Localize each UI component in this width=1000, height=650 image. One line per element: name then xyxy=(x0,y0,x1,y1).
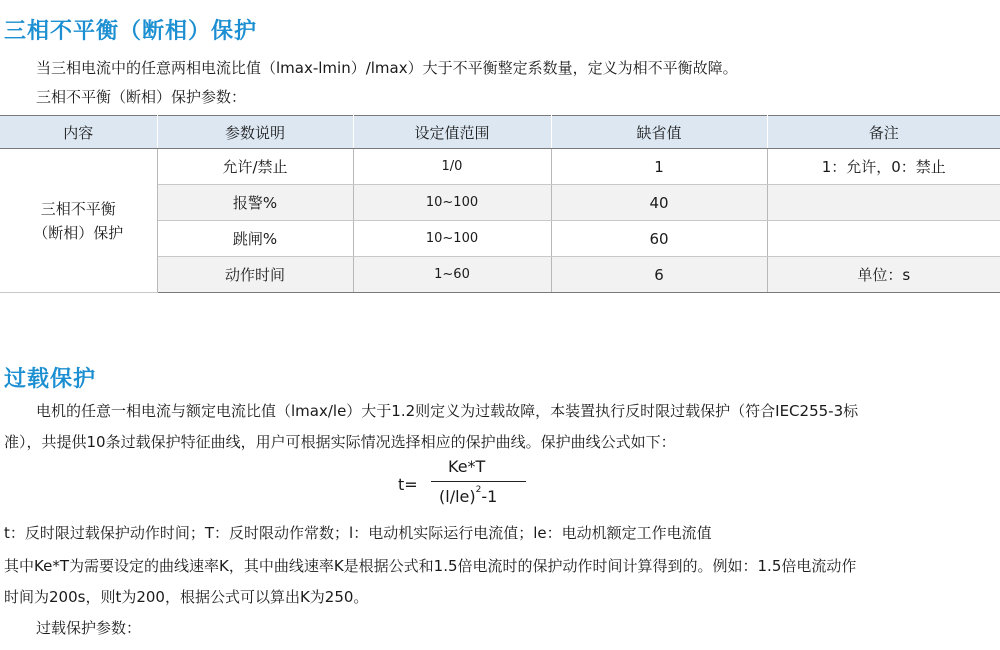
overload-params-label: 过载保护参数： xyxy=(36,619,142,637)
note-cell: 1：允许，0：禁止 xyxy=(767,149,1000,185)
header-note: 备注 xyxy=(767,116,1000,149)
header-range: 设定值范围 xyxy=(353,116,551,149)
range-cell: 10~100 xyxy=(353,185,551,221)
overload-description-line-2: 准），共提供10条过载保护特征曲线，用户可根据实际情况选择相应的保护曲线。保护曲线公式如下： xyxy=(4,433,676,451)
content-line-1: 三相不平衡 xyxy=(40,199,116,218)
range-cell: 10~100 xyxy=(353,221,551,257)
param-cell: 报警% xyxy=(157,185,353,221)
content-line-2: （断相）保护 xyxy=(33,223,124,242)
formula-denominator-base: (l/le) xyxy=(439,487,476,506)
formula-fraction-bar xyxy=(431,481,526,482)
default-cell: 6 xyxy=(551,257,767,293)
note-cell xyxy=(767,185,1000,221)
overload-note-line-2: 时间为200s，则t为200，根据公式可以算出K为250。 xyxy=(4,588,369,606)
header-content: 内容 xyxy=(0,116,157,149)
note-cell xyxy=(767,221,1000,257)
section-title-overload: 过载保护 xyxy=(4,367,97,392)
unbalance-params-table xyxy=(0,115,1000,293)
formula-numerator: Ke*T xyxy=(448,457,486,476)
unbalance-description: 当三相电流中的任意两相电流比值（lmax-lmin）/lmax）大于不平衡整定系数量，定义为相不平衡故障。 xyxy=(36,59,738,77)
param-cell: 允许/禁止 xyxy=(157,149,353,185)
header-param-desc: 参数说明 xyxy=(157,116,353,149)
range-cell: 1~60 xyxy=(353,257,551,293)
formula-lhs: t= xyxy=(398,475,418,494)
formula-denominator-tail: -1 xyxy=(481,487,498,506)
header-default: 缺省值 xyxy=(551,116,767,149)
table-row xyxy=(0,149,1000,185)
table-header-row xyxy=(0,116,1000,149)
range-cell: 1/0 xyxy=(353,149,551,185)
content-cell xyxy=(0,149,157,293)
formula-denominator xyxy=(439,487,497,506)
note-cell: 单位：s xyxy=(767,257,1000,293)
unbalance-params-label: 三相不平衡（断相）保护参数： xyxy=(36,88,247,106)
section-title-unbalance: 三相不平衡（断相）保护 xyxy=(4,19,258,44)
default-cell: 1 xyxy=(551,149,767,185)
overload-note-line-1: 其中Ke*T为需要设定的曲线速率K，其中曲线速率K是根据公式和1.5倍电流时的保护动作时间计算得到的。例如：1.5倍电流动作 xyxy=(4,557,857,575)
formula-variable-legend: t：反时限过载保护动作时间；T：反时限动作常数；l：电动机实际运行电流值；le：电动机额定工作电流值 xyxy=(4,524,712,542)
default-cell: 40 xyxy=(551,185,767,221)
param-cell: 动作时间 xyxy=(157,257,353,293)
param-cell: 跳闸% xyxy=(157,221,353,257)
default-cell: 60 xyxy=(551,221,767,257)
formula-denominator-exponent: 2 xyxy=(475,485,482,495)
overload-description-line-1: 电机的任意一相电流与额定电流比值（lmax/le）大于1.2则定义为过载故障，本装置执行反时限过载保护（符合IEC255-3标 xyxy=(36,402,859,420)
